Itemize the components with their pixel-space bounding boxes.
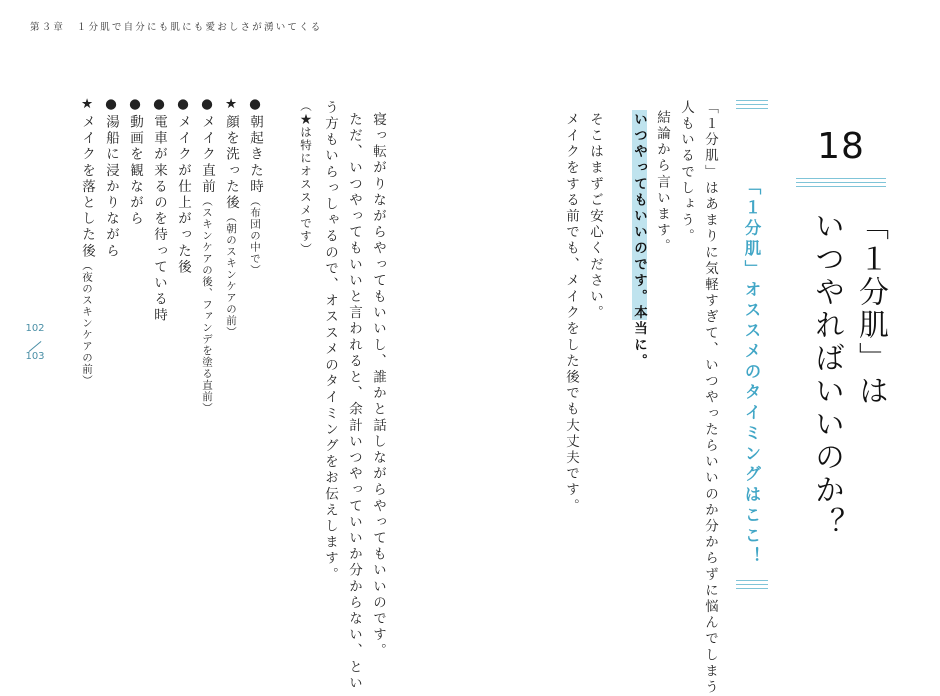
timing-text: 朝起きた時: [247, 114, 263, 196]
rule-top-1: [736, 100, 768, 101]
rule-bottom-2: [736, 584, 768, 585]
star-note: （★は特にオススメです）: [299, 100, 313, 256]
timing-item-7: [101, 96, 121, 260]
timing-note: （布団の中で）: [249, 195, 261, 276]
timing-text: 湯船に浸かりながら: [103, 114, 119, 260]
emphasis-line: いつやってもいいのです。本当に。: [631, 112, 647, 370]
rule-mid-2: [796, 182, 886, 183]
timing-text: メイクを落とした後: [79, 114, 95, 260]
rule-mid-1: [796, 178, 886, 179]
bullet-icon: ●: [199, 96, 215, 115]
title-line-1: 「１分肌」は: [853, 210, 888, 408]
body-line-1: 寝っ転がりながらやってもいいし、誰かと話しながらやってもいいのです。: [370, 112, 386, 660]
timing-note: （スキンケアの後、ファンデを塗る直前）: [201, 195, 213, 414]
timing-item-1: [245, 96, 265, 276]
bullet-icon: ●: [103, 96, 119, 115]
star-icon: ★: [223, 96, 239, 115]
timing-text: 動画を観ながら: [127, 114, 143, 228]
rule-mid-3: [796, 186, 886, 187]
reassure-line-2: メイクをする前でも、メイクをした後でも大丈夫です。: [563, 112, 579, 515]
timing-item-8: [77, 96, 97, 386]
rule-bottom-3: [736, 588, 768, 589]
star-icon: ★: [79, 96, 95, 115]
bullet-icon: ●: [151, 96, 167, 115]
rule-top-2: [736, 104, 768, 105]
timing-item-6: [125, 96, 145, 227]
rule-top-3: [736, 108, 768, 109]
timing-text: 電車が来るのを待っている時: [151, 114, 167, 324]
intro-line-3: 結論から言います。: [654, 110, 670, 255]
body-line-3: う方もいらっしゃるので、オススメのタイミングをお伝えします。: [322, 100, 338, 583]
bullet-icon: ●: [247, 96, 263, 115]
timing-text: メイクが仕上がった後: [175, 114, 191, 276]
timing-item-3: [197, 96, 217, 414]
timing-item-2: [221, 96, 241, 338]
section-number: 18: [817, 126, 865, 167]
bullet-icon: ●: [127, 96, 143, 115]
timing-text: 顔を洗った後: [223, 114, 239, 212]
bullet-icon: ●: [175, 96, 191, 115]
timing-text: メイク直前: [199, 114, 215, 196]
title-line-2: いつやればいいのか？: [809, 210, 844, 540]
reassure-line-1: そこはまずご安心ください。: [587, 112, 603, 322]
body-line-2: ただ、いつやってもいいと言われると、余計いつやっていいか分からない、とい: [346, 112, 362, 692]
intro-line-1: 「１分肌」はあまりに気軽すぎて、いつやったらいいのか分からずに悩んでしまう: [702, 100, 718, 696]
timing-item-5: [149, 96, 169, 324]
timing-note: （朝のスキンケアの前）: [225, 211, 237, 338]
subtitle: 「１分肌」オススメのタイミングはここ！: [742, 178, 761, 568]
page-number-right: 103: [25, 351, 45, 362]
rule-bottom-1: [736, 580, 768, 581]
timing-note: （夜のスキンケアの前）: [81, 259, 93, 387]
running-header: 第３章 １分肌で自分にも肌にも愛おしさが湧いてくる: [30, 22, 323, 33]
timing-item-4: [173, 96, 193, 276]
intro-line-2: 人もいるでしょう。: [678, 100, 694, 245]
page-number-left: 102: [25, 323, 45, 334]
